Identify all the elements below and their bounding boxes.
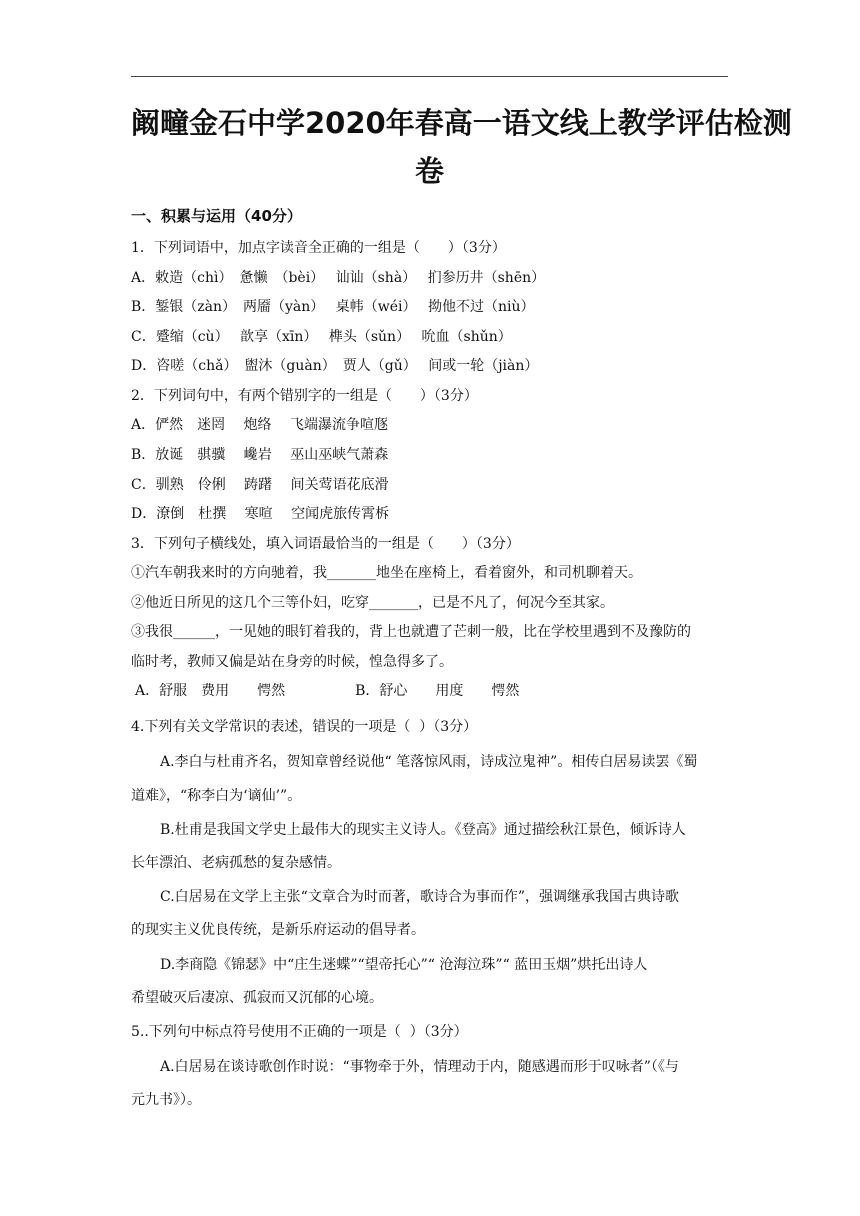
q3-sentence-1: ①汽车朝我来时的方向驰着，我_______地坐在座椅上，看着窗外，和司机聊着天。	[131, 565, 642, 581]
q3-options: A．舒服 费用 愕然 B．舒心 用度 愕然	[135, 683, 520, 699]
q3-sentence-3-cont: 临时考，教师又偏是站在身旁的时候，惶急得多了。	[131, 654, 453, 670]
question-5: 5..下列句中标点符号使用不正确的一项是（ ）（3分）	[131, 1024, 468, 1040]
q4-option-d: D.李商隐《锦瑟》中“庄生迷蝶”“望帝托心”“ 沧海泣珠”“ 蓝田玉烟”烘托出诗人	[160, 957, 648, 973]
page-title-cont: 卷	[414, 154, 444, 188]
q4-option-b: B.杜甫是我国文学史上最伟大的现实主义诗人。《登高》通过描绘秋江景色，倾诉诗人	[160, 822, 686, 838]
q4-option-c-cont: 的现实主义优良传统，是新乐府运动的倡导者。	[131, 922, 425, 938]
q5-option-a: A.白居易在谈诗歌创作时说：“事物牵于外，情理动于内，随感遇而形于叹咏者”（《与	[160, 1059, 679, 1075]
q3-sentence-3: ③我很______，一见她的眼钉着我的，背上也就遭了芒刺一般，比在学校里遇到不及豫防的	[131, 624, 691, 640]
q4-option-b-cont: 长年漂泊、老病孤愁的复杂感情。	[131, 855, 341, 871]
q1-option-a: A．敕造（chì） 惫懒 （bèi） 讪讪（shà） 扪参历井（shēn）	[131, 270, 546, 286]
q4-option-a: A.李白与杜甫齐名，贺知章曾经说他“ 笔落惊风雨，诗成泣鬼神”。相传白居易读罢《蜀	[160, 754, 698, 770]
q1-option-b: B．錾银（zàn） 两靥（yàn） 桌帏（wéi） 拗他不过（niù）	[131, 299, 535, 315]
question-3: 3．下列句子横线处，填入词语最恰当的一组是（ ）（3分）	[131, 536, 520, 552]
q2-option-d: D．潦倒 杜撰 寒喧 空闻虎旅传霄柝	[131, 506, 390, 522]
q4-option-d-cont: 希望破灭后凄凉、孤寂而又沉郁的心境。	[131, 990, 383, 1006]
question-4: 4.下列有关文学常识的表述，错误的一项是（ ）（3分）	[131, 719, 478, 735]
page-title: 阚疃金石中学2020年春高一语文线上教学评估检测	[131, 106, 792, 140]
question-2: 2．下列词句中，有两个错别字的一组是（ ）（3分）	[131, 388, 478, 404]
q4-option-a-cont: 道难》，“称李白为‘谪仙’”。	[131, 788, 302, 804]
q1-option-d: D．咨嗟（chǎ） 盥沐（guàn） 贾人（gǔ） 间或一轮（jiàn）	[131, 358, 539, 374]
section-heading: 一、积累与运用（40分）	[131, 207, 302, 225]
header-rule	[131, 76, 728, 77]
q1-option-c: C．蹙缩（cù） 歆享（xīn） 榫头（sǔn） 吮血（shǔn）	[131, 329, 512, 345]
q3-sentence-2: ②他近日所见的这几个三等仆妇，吃穿_______，已是不凡了，何况今至其家。	[131, 595, 614, 611]
q5-option-a-cont: 元九书》）。	[131, 1092, 201, 1108]
q2-option-c: C．驯熟 伶俐 踌躇 间关莺语花底滑	[131, 477, 389, 493]
question-1: 1．下列词语中，加点字读音全正确的一组是（ ）（3分）	[131, 240, 506, 256]
q2-option-b: B．放诞 骐骥 巉岩 巫山巫峡气萧森	[131, 447, 389, 463]
q4-option-c: C.白居易在文学上主张“文章合为时而著，歌诗合为事而作”，强调继承我国古典诗歌	[160, 889, 679, 905]
q2-option-a: A．俨然 迷罔 炮络 飞端瀑流争喧豗	[131, 417, 389, 433]
